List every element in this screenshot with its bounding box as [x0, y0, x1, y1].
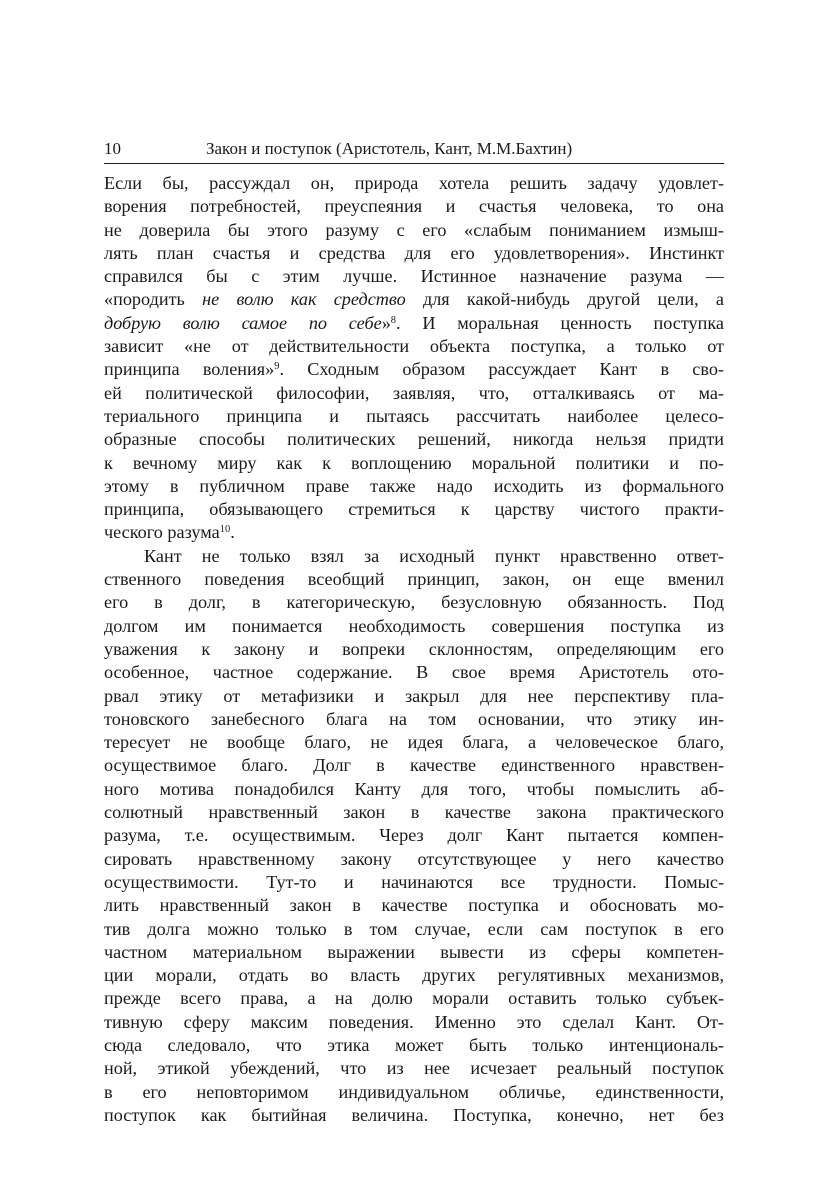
- body-text: [104, 172, 724, 1127]
- text-line: ции морали, отдать во власть других регулятивных механизмов,: [104, 965, 724, 986]
- text-line: лять план счастья и средства для его удовлетворения». Инстинкт: [104, 242, 724, 263]
- running-head: [104, 137, 724, 161]
- italic-emphasis: не волю как средство: [202, 289, 406, 310]
- text-line: Если бы, рассуждал он, природа хотела решить задачу удовлет-: [104, 173, 724, 193]
- text-line: тивную сферу максим поведения. Именно это сделал Кант. От-: [104, 1011, 724, 1032]
- text-run: . Сходным образом рассуждает Кант в сво-: [279, 359, 724, 380]
- text-line: [104, 288, 724, 311]
- text-line: рвал этику от метафизики и закрыл для нее перспективу пла-: [104, 685, 724, 706]
- paragraph-1: [104, 172, 724, 545]
- text-line: ного мотива понадобился Канту для того, чтобы помыслить аб-: [104, 778, 724, 799]
- text-line: особенное, частное содержание. В свое время Аристотель ото-: [104, 662, 724, 683]
- running-head-title: Закон и поступок (Аристотель, Кант, М.М.Бахтин): [206, 139, 573, 158]
- footnote-ref-10[interactable]: 10: [219, 524, 231, 536]
- text-line: разума, т.е. осуществимым. Через долг Кант пытается компен-: [104, 825, 724, 846]
- text-line: тоновского занебесного блага на том основании, что этику ин-: [104, 708, 724, 729]
- text-line: лить нравственный закон в качестве поступка и обосновать мо-: [104, 895, 724, 916]
- text-line: к вечному миру как к воплощению моральной политики и по-: [104, 452, 724, 473]
- text-line: частном материальном выражении вывести из сферы компетен-: [104, 941, 724, 962]
- text-line: ворения потребностей, преуспеяния и счастья человека, то она: [104, 196, 724, 217]
- text-line: осуществимое благо. Долг в качестве единственного нравствен-: [104, 755, 724, 776]
- text-line: сюда следовало, что этика может быть только интенциональ-: [104, 1034, 724, 1055]
- text-line: сировать нравственному закону отсутствующее у него качество: [104, 848, 724, 869]
- text-line: не доверила бы этого разуму с его «слабым пониманием измыш-: [104, 219, 724, 240]
- text-line: солютный нравственный закон в качестве закона практического: [104, 802, 724, 823]
- text-run: . И моральная ценность поступка: [396, 312, 725, 333]
- text-line: ей политической философии, заявляя, что, отталкиваясь от ма-: [104, 382, 724, 403]
- text-line: зависит «не от действительности объекта поступка, а только от: [104, 336, 724, 357]
- text-line: его в долг, в категорическую, безусловную обязанность. Под: [104, 592, 724, 613]
- text-line: образные способы политических решений, никогда нельзя придти: [104, 429, 724, 450]
- text-run: для какой-нибудь другой цели, а: [405, 289, 724, 310]
- text-line: поступок как бытийная величина. Поступка, конечно, нет без: [104, 1104, 724, 1125]
- page-number: 10: [104, 139, 121, 158]
- text-line: уважения к закону и вопреки склонностям, определяющим его: [104, 638, 724, 659]
- text-run: «породить: [104, 289, 203, 310]
- text-line: тив долга можно только в том случае, если сам поступок в его: [104, 918, 724, 939]
- text-line: справился бы с этим лучше. Истинное назначение разума —: [104, 266, 724, 287]
- text-line: осуществимости. Тут-то и начинаются все трудности. Помыс-: [104, 871, 724, 892]
- text-run: .: [230, 522, 235, 543]
- header-rule: [104, 163, 724, 164]
- text-line: ной, этикой убеждений, что из нее исчезает реальный поступок: [104, 1058, 724, 1079]
- text-run: »: [381, 312, 391, 333]
- footnote-ref-9[interactable]: 9: [274, 361, 280, 373]
- text-line: териального принципа и пытаясь рассчитать наиболее целесо-: [104, 405, 724, 426]
- text-run: ческого разума: [104, 522, 220, 543]
- italic-emphasis: добрую волю самое по себе: [104, 312, 382, 333]
- text-line: тересует не вообще благо, не идея блага, а человеческое благо,: [104, 732, 724, 753]
- text-line: ственного поведения всеобщий принцип, закон, он еще вменил: [104, 569, 724, 590]
- text-line: [104, 312, 724, 335]
- footnote-ref-8[interactable]: 8: [390, 314, 397, 326]
- text-line: [104, 521, 724, 544]
- text-line: в его неповторимом индивидуальном обличье, единственности,: [104, 1081, 724, 1102]
- paragraph-2: [104, 545, 724, 1127]
- text-line: [104, 358, 724, 381]
- text-line: Кант не только взял за исходный пункт нравственно ответ-: [144, 545, 724, 566]
- text-line: долгом им понимается необходимость совершения поступка из: [104, 615, 724, 636]
- text-run: принципа воления»: [104, 359, 275, 380]
- text-line: прежде всего права, а на долю морали оставить только субъек-: [104, 988, 724, 1009]
- text-line: этому в публичном праве также надо исходить из формального: [104, 475, 724, 496]
- text-line: принципа, обязывающего стремиться к царству чистого практи-: [104, 499, 724, 520]
